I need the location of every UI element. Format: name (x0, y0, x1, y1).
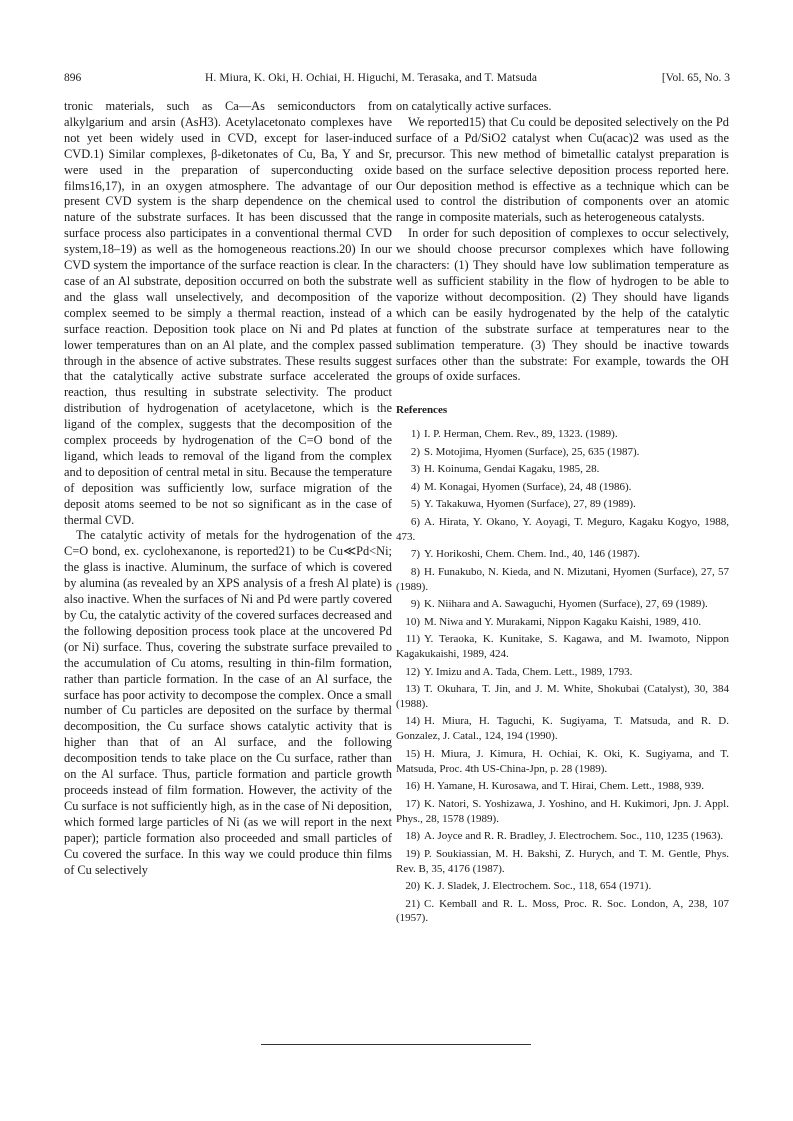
reference-text: C. Kemball and R. L. Moss, Proc. R. Soc. London, A, 238, 107 (1957). (396, 897, 729, 925)
reference-number: 8) (410, 565, 420, 578)
reference-text: A. Joyce and R. R. Bradley, J. Electrochem. Soc., 110, 1235 (1963). (424, 830, 724, 843)
reference-item (396, 515, 729, 545)
reference-text: I. P. Herman, Chem. Rev., 89, 1323. (1989). (424, 428, 618, 441)
references-heading: References (396, 404, 448, 417)
reference-number: 9) (410, 598, 420, 611)
reference-text: S. Motojima, Hyomen (Surface), 25, 635 (1987). (424, 445, 640, 458)
reference-number: 2) (410, 445, 420, 458)
left-column (64, 99, 392, 878)
reference-number: 3) (410, 463, 420, 476)
reference-text: K. J. Sladek, J. Electrochem. Soc., 118, 654 (1971). (424, 880, 652, 893)
reference-item (396, 665, 729, 680)
end-rule (261, 1044, 531, 1045)
reference-text: Y. Horikoshi, Chem. Chem. Ind., 40, 146 (1987). (424, 548, 640, 561)
reference-item (396, 714, 729, 744)
reference-text: P. Soukiassian, M. H. Bakshi, Z. Hurych, and T. M. Gentle, Phys. Rev. B, 35, 4176 (1987). (396, 847, 729, 875)
reference-number: 19) (405, 847, 420, 860)
reference-item (396, 897, 729, 927)
reference-text: K. Natori, S. Yoshizawa, J. Yoshino, and H. Kukimori, Jpn. J. Appl. Phys., 28, 1578 (1989). (396, 797, 729, 825)
reference-text: A. Hirata, Y. Okano, Y. Aoyagi, T. Meguro, Kagaku Kogyo, 1988, 473. (396, 515, 729, 543)
reference-item (396, 747, 729, 777)
reference-number: 16) (405, 780, 420, 793)
reference-item (396, 547, 729, 562)
reference-number: 5) (410, 498, 420, 511)
reference-text: M. Konagai, Hyomen (Surface), 24, 48 (1986). (424, 480, 632, 493)
body-paragraph: We reported15) that Cu could be deposited selectively on the Pd surface of a Pd/SiO2 catalyst when Cu(acac)2 was used as the precursor. This new method of bimetallic catalyst preparation is based on the surface selective deposition process reported here. Our deposition method is effective as a technique which can be used to control the distribution of components over an atomic range in composite materials, such as heterogeneous catalysts. (396, 114, 729, 225)
reference-number: 1) (410, 428, 420, 441)
reference-text: H. Miura, J. Kimura, H. Ochiai, K. Oki, K. Sugiyama, and T. Matsuda, Proc. 4th US-China-Jpn, p. 28 (1989). (396, 747, 729, 775)
reference-text: T. Okuhara, T. Jin, and J. M. White, Shokubai (Catalyst), 30, 384 (1988). (396, 683, 729, 710)
reference-number: 17) (405, 797, 420, 810)
page-number: 896 (64, 72, 82, 84)
reference-number: 18) (405, 830, 420, 843)
reference-item (396, 480, 729, 495)
reference-item (396, 497, 729, 512)
reference-number: 7) (410, 548, 420, 561)
reference-item (396, 462, 729, 477)
reference-item (396, 615, 729, 630)
reference-item (396, 427, 729, 442)
body-paragraph: The catalytic activity of metals for the hydrogenation of the C=O bond, ex. cyclohexanone, is reported21) to be Cu≪Pd<Ni; the glass is inactive. Aluminum, the surface of which is covered by alumina (as revealed by an XPS analysis of a fresh Al plate) is also inactive. When the surfaces of Ni and Pd were partly covered by Cu, the catalytic activity of the covered surfaces decreased and the following deposition process took place at the uncovered Pd (or Ni) surface. Thus, covering the substrate surface prevailed to the accumulation of Cu atoms, resulting in thin-film formation, rather than particle formation. In the case of an Al surface, the surface has poor activity to decompose the complex. Once a small number of Cu particles are deposited on the surface by thermal decomposition, the Cu surface shows catalytic activity that is higher than that of an Al surface, and the following decomposition tends to take place on the Cu surface, rather than on the Al surface. Thus, particle formation and particle growth proceeds instead of film formation. However, the activity of the Cu surface is not sufficiently high, as in the case of Ni deposition, which formed large particles of Ni (as we will report in the next paper); particle formation also proceeded and small particles of Cu covered the surface. In this way we could produce thin films of Cu selectively (64, 528, 392, 877)
running-authors: H. Miura, K. Oki, H. Ochiai, H. Higuchi, M. Terasaka, and T. Matsuda (205, 72, 538, 84)
reference-text: H. Funakubo, N. Kieda, and N. Mizutani, Hyomen (Surface), 27, 57 (1989). (396, 565, 729, 593)
reference-number: 6) (410, 515, 420, 528)
reference-number: 11) (405, 633, 420, 646)
reference-number: 21) (405, 897, 420, 910)
reference-number: 13) (405, 683, 420, 696)
reference-number: 15) (405, 747, 420, 760)
reference-text: H. Koinuma, Gendai Kagaku, 1985, 28. (424, 463, 600, 476)
reference-text: Y. Takakuwa, Hyomen (Surface), 27, 89 (1989). (424, 498, 636, 511)
reference-text: Y. Imizu and A. Tada, Chem. Lett., 1989, 1793. (424, 665, 633, 678)
reference-number: 4) (410, 480, 420, 493)
right-column (396, 99, 729, 929)
reference-item (396, 597, 729, 612)
reference-item (396, 829, 729, 844)
body-paragraph: In order for such deposition of complexes to occur selectively, we should choose precursor complexes which have following characters: (1) They should have low sublimation temperature as well as sufficient stability in the flow of hydrogen to be able to vaporize without decomposition. (2) They should have ligands which can be easily hydrogenated by the help of the catalytic function of the substrate surface at temperatures near to the sublimation temperature. (3) They should be inactive towards surfaces other than the substrate: For example, towards the OH groups of oxide surfaces. (396, 226, 729, 384)
reference-item (396, 779, 729, 794)
reference-text: H. Yamane, H. Kurosawa, and T. Hirai, Chem. Lett., 1988, 939. (424, 780, 705, 793)
reference-list (396, 427, 729, 926)
reference-text: Y. Teraoka, K. Kunitake, S. Kagawa, and M. Iwamoto, Nippon Kagakukaishi, 1989, 424. (396, 633, 729, 661)
reference-text: H. Miura, H. Taguchi, K. Sugiyama, T. Matsuda, and R. D. Gonzalez, J. Catal., 124, 194 (1990). (396, 715, 729, 743)
body-paragraph: on catalytically active surfaces. (396, 99, 552, 113)
reference-item (396, 797, 729, 827)
body-paragraph: tronic materials, such as Ca—As semiconductors from alkylgarium and arsin (AsH3). Acetylacetonato complexes have not yet been widely used in CVD, except for laser-induced CVD.1) Similar complexes, β-diketonates of Cu, Ba, Y and Sr, were used in the preparation of superconducting oxide films16,17), in an oxygen atmosphere. The advantage of our present CVD system is the sharp dependence on the chemical nature of the substrate surfaces. It has been discussed that the surface process also participates in a conventional thermal CVD system,18–19) as well as the homogeneous reactions.20) In our CVD system the importance of the surface reaction is clear. In the case of an Al substrate, deposition occurred on both the substrate and the glass wall unselectively, and decomposition of the complex seemed to be simply a thermal reaction, instead of a surface reaction. Deposition took place on Ni and Pd plates at lower temperatures than on an Al plate, and the complex passed through in the absence of active substrates. These results suggest that the catalytically active substrate surface accelerated the reaction, thus resulting in substrate selectivity. The product distribution of hydrogenation of acetylacetone, which is the ligand of the complex, suggests that the decomposition of the complex proceeds by hydrogenation of the C=O bond of the ligand, which leads to removal of the ligand from the complex and to deposition of central metal in situ. Because the temperature of deposition was sufficiently low, surface migration of the deposit atoms seemed to be not so significant as in the case of thermal CVD. (64, 99, 392, 527)
reference-item (396, 682, 729, 712)
reference-item (396, 632, 729, 662)
volume-info: [Vol. 65, No. 3 (661, 72, 730, 84)
reference-text: K. Niihara and A. Sawaguchi, Hyomen (Surface), 27, 69 (1989). (424, 598, 708, 611)
reference-number: 10) (405, 615, 420, 628)
reference-item (396, 879, 729, 894)
reference-number: 12) (405, 665, 420, 678)
reference-item (396, 847, 729, 877)
reference-item (396, 445, 729, 460)
reference-text: M. Niwa and Y. Murakami, Nippon Kagaku Kaishi, 1989, 410. (424, 615, 702, 628)
reference-number: 20) (405, 880, 420, 893)
running-header (64, 70, 730, 86)
reference-item (396, 565, 729, 595)
reference-number: 14) (405, 715, 420, 728)
